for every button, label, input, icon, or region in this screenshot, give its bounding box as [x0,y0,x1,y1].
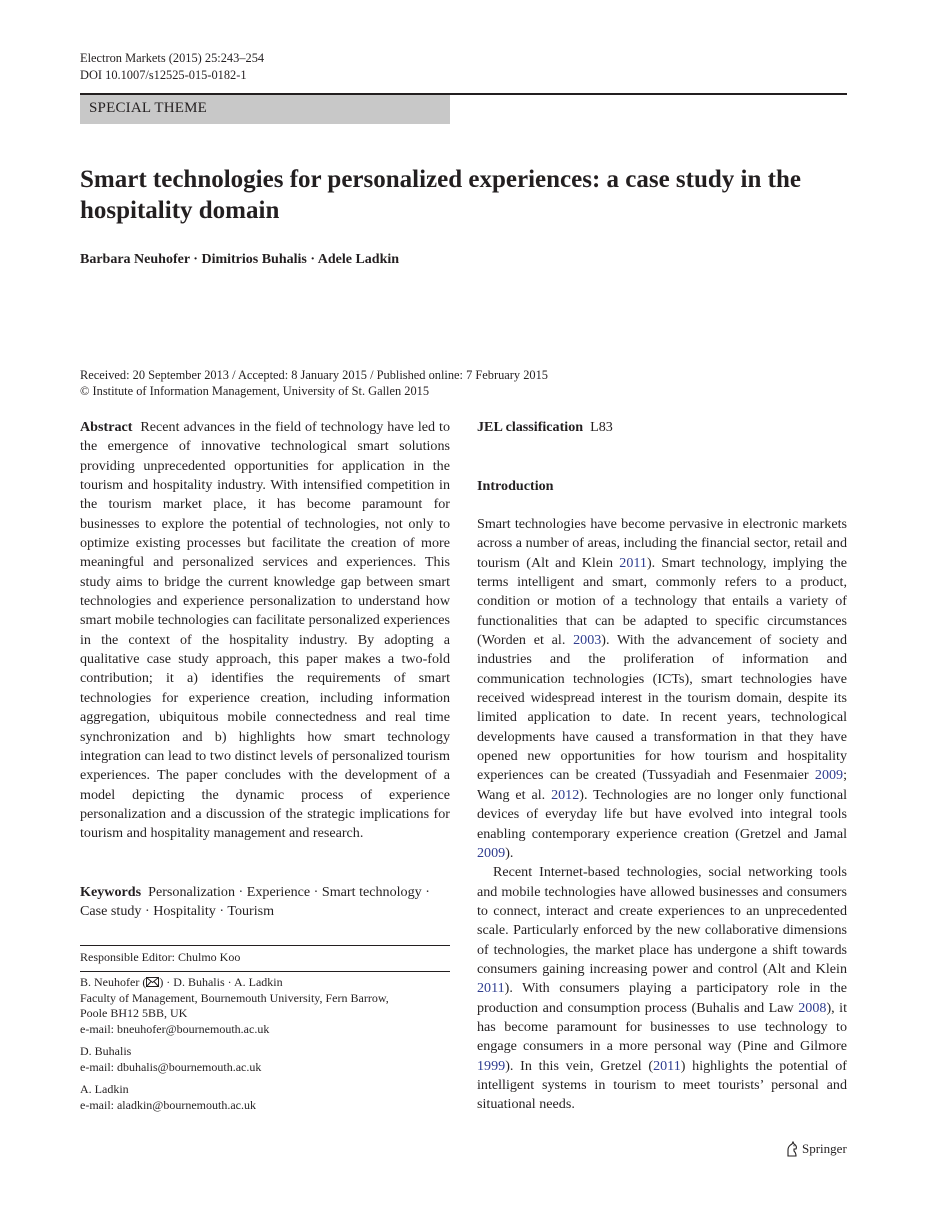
publication-dates [80,367,548,399]
author-name-buhalis: D. Buhalis [80,1044,132,1058]
journal-doi[interactable]: DOI 10.1007/s12525-015-0182-1 [80,68,247,82]
affiliation-line-2: Poole BH12 5BB, UK [80,1006,188,1020]
citation-link[interactable]: 2009 [477,844,506,861]
copyright-line: © Institute of Information Management, University of St. Gallen 2015 [80,384,430,398]
author-name-ladkin: A. Ladkin [80,1082,129,1096]
abstract [80,418,450,844]
citation-link[interactable]: 2011 [619,554,647,571]
right-column [477,418,847,437]
publisher-logo [785,1141,847,1157]
publisher-name: Springer [802,1141,847,1156]
affiliation-authors: B. Neuhofer ( ) · D. Buhalis · A. Ladkin [80,975,283,989]
footnote-rule [80,945,450,946]
intro-paragraph-2: Recent Internet-based technologies, social networking tools and mobile technologies have allowed businesses and consumers to connect, interact and create experiences to an unprecedented scale. Particularly enforced by the new collaborative dimensions of technologies, the market place has undergone a shift towards consumers gaining increasing power and control (Alt and Klein 2011). With consumers playing a participatory role in the production and consumption process (Buhalis and Law 2008), it has become paramount for businesses to use technology to engage consumers in a more personal way (Pine and Gilmore 1999). In this vein, Gretzel (2011) highlights the potential of intelligent systems in tourism to meet tourists’ personal and situational needs. [477,864,847,1113]
envelope-icon [146,977,159,987]
jel-code: L83 [590,419,613,435]
jel-label: JEL classification [477,419,584,435]
email-buhalis[interactable]: e-mail: dbuhalis@bournemouth.ac.uk [80,1059,262,1074]
history-dates: Received: 20 September 2013 / Accepted: 8 January 2015 / Published online: 7 February 2015 [80,368,548,382]
citation-link[interactable]: 2003 [573,632,602,649]
journal-header [80,50,264,84]
email-ladkin[interactable]: e-mail: aladkin@bournemouth.ac.uk [80,1097,256,1112]
abstract-label: Abstract [80,419,133,435]
citation-link[interactable]: 2011 [653,1057,681,1074]
jel-classification [477,418,847,437]
introduction-body [477,515,847,1115]
author-list: Barbara Neuhofer · Dimitrios Buhalis · Adele Ladkin [80,252,400,267]
citation-link[interactable]: 2009 [814,767,844,784]
springer-horse-icon [785,1141,799,1157]
keywords [80,883,450,922]
left-column [80,418,450,844]
introduction-heading: Introduction [477,478,554,494]
affiliation-block-1 [80,975,450,1037]
citation-link[interactable]: 1999 [477,1057,506,1074]
citation-link[interactable]: 2012 [551,786,580,803]
responsible-editor: Responsible Editor: Chulmo Koo [80,950,241,964]
citation-link[interactable]: 2008 [798,999,827,1016]
email-neuhofer[interactable]: e-mail: bneuhofer@bournemouth.ac.uk [80,1021,270,1036]
special-theme-label: SPECIAL THEME [89,100,208,116]
affiliation-line-1: Faculty of Management, Bournemouth University, Fern Barrow, [80,990,389,1005]
author-affiliations [80,975,450,1120]
citation-link[interactable]: 2011 [477,980,505,997]
affiliation-block-3 [80,1082,450,1113]
article-title: Smart technologies for personalized experiences: a case study in the hospitality domain [80,166,801,224]
keywords-text: Personalization · Experience · Smart technology · Case study · Hospitality · Tourism [80,884,430,920]
keywords-label: Keywords [80,884,142,900]
intro-paragraph-1: Smart technologies have become pervasive in electronic markets across a number of areas, including the financial sector, retail and tourism (Alt and Klein 2011). Smart technology, implying the terms intelligent and smart, commonly refers to a product, condition or motion of a technology that entails a variety of functionalities that can be adapted to specific circumstances (Worden et al. 2003). With the advancement of society and industries and the proliferation of information and communication technologies (ICTs), smart technologies have received widespread interest in the tourism domain, despite its limited application to date. In recent years, technological developments have caused a transformation in that they have opened new opportunities for how tourism and hospitality experiences can be created (Tussyadiah and Fesenmaier 2009; Wang et al. 2012). Technologies are no longer only functional devices of everyday life but have evolved into integral tools enabling contemporary experience creation (Gretzel and Jamal 2009). [477,516,847,861]
footnote-rule-2 [80,971,450,972]
special-theme-band [80,95,450,124]
journal-citation: Electron Markets (2015) 25:243–254 [80,51,265,65]
abstract-text: Recent advances in the field of technology have led to the emergence of innovative technological smart solutions providing unprecedented opportunities for application in the tourism and hospitality industry. With intensified competition in the tourism market place, it has become paramount for businesses to explore the potential of technologies, not only to optimize existing processes but facilitate the creation of more meaningful and personalized services and experiences. This study aims to bridge the current knowledge gap between smart technologies and experience personalization to understand how smart mobile technologies can facilitate personalized experiences in the context of the hospitality industry. By adopting a qualitative case study approach, this paper makes a two-fold contribution; it a) identifies the requirements of smart technologies for experience creation, including information aggregation, ubiquitous mobile connectedness and real time synchronization and b) highlights how smart technology integration can lead to two distinct levels of personalized tourism experiences. The paper concludes with the development of a model depicting the dynamic process of experience personalization and a discussion of the strategic implications for tourism and hospitality management and research. [80,419,450,842]
affiliation-block-2 [80,1044,450,1075]
